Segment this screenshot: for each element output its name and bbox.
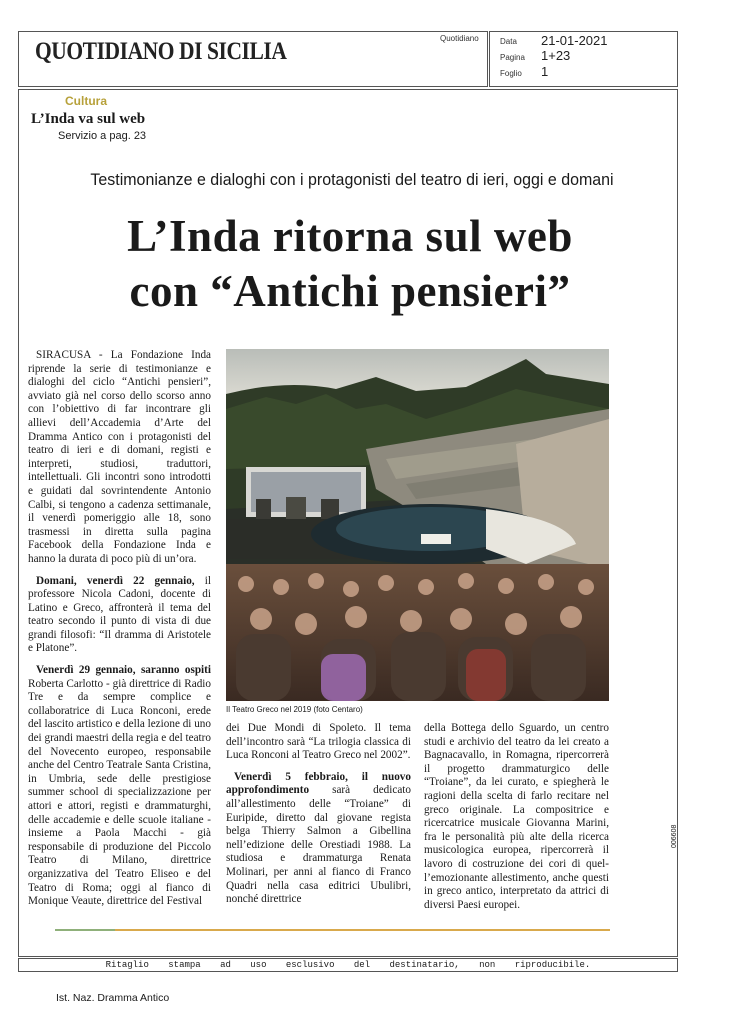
paragraph-feb5-body: sarà dedicato all’allestimento delle “Troiane” di Euripide, diretto dal giovane regista belga Thierry Salmon a Gibellina nell’edizione delle Orestiadi 1988. La studiosa e drammaturga Renata Molinari, per anni al fianco di Franco Quadri nella casa editrici Ubulibri, nonché direttrice xyxy=(226,784,411,906)
greek-theatre-image xyxy=(226,349,609,701)
date-value: 21-01-2021 xyxy=(541,33,608,48)
paragraph-feb5 xyxy=(226,771,411,907)
newspaper-title: QUOTIDIANO DI SICILIA xyxy=(35,38,287,65)
front-page-teaser-title: L’Inda va sul web xyxy=(31,111,146,127)
paragraph-jan22-lead: Domani, venerdì 22 gennaio, xyxy=(36,574,195,587)
section-label: Cultura xyxy=(65,94,107,108)
clipping-notice: Ritaglio stampa ad uso esclusivo del destinatario, non riproducibile. xyxy=(105,960,591,970)
sheet-value: 1 xyxy=(541,64,549,79)
article-subtitle: Testimonianze e dialoghi con i protagonisti del teatro di ieri, oggi e domani xyxy=(90,170,614,189)
paragraph-jan29-cont: dei Due Mondi di Spoleto. Il tema dell’incontro sarà “La trilogia classica di Luca Ronconi al Teatro Greco nel 2002”. xyxy=(226,722,411,762)
page-value: 1+23 xyxy=(541,48,571,63)
paragraph-jan29 xyxy=(28,664,211,909)
source-label: Ist. Naz. Dramma Antico xyxy=(56,992,170,1004)
sheet-label: Foglio xyxy=(500,69,522,78)
paragraph-jan29-body: Roberta Carlotto - già direttrice di Radio Tre e da sempre complice e collaboratrice di Luca Ronconi, erede del lascito artistico e della lezione di uno dei grandi maestri della regia e del teatro del Novecento europeo, responsabile anche del Centro Teatrale Santa Cristina, in Umbria, sede delle prestigiose summer school di specializzazione per attori e attori, registi e drammaturghi, delle accademie e delle scuole italiane - insieme a Paola Macchi - già responsabile di produzione del Piccolo Teatro di Milano, direttrice organizzativa del Teatro Eliseo e del Teatro di Roma; oggi al fianco di Monique Veaute, direttrice del Festival xyxy=(28,677,211,908)
side-code: 006608 xyxy=(671,824,678,848)
headline-line-1: L’Inda ritorna sul web xyxy=(127,211,573,261)
article-column-3 xyxy=(424,722,609,912)
date-label: Data xyxy=(500,37,517,46)
headline-line-2: con “Antichi pensieri” xyxy=(129,266,571,316)
paragraph-jan29-lead: Venerdì 29 gennaio, saranno ospiti xyxy=(36,664,211,677)
photo-caption: Il Teatro Greco nel 2019 (foto Centaro) xyxy=(226,705,363,714)
paragraph-feb5-lead: Venerdì 5 febbraio, il nuovo approfondimento xyxy=(226,770,411,797)
page-reference: Servizio a pag. 23 xyxy=(58,130,147,142)
paragraph-jan22-body: il professore Nicola Cadoni, docente di Latino e Greco, affronterà il tema del teatro secondo il punto di vista di due grandi filosofi: “Il dramma di Aristotele e Platone”. xyxy=(28,574,211,655)
article-column-2 xyxy=(226,722,411,907)
paragraph-intro: SIRACUSA - La Fondazione Inda riprende la serie di testimonianze e dialoghi del ciclo “Antichi pensieri”, avviato già nel corso dello scorso anno con l’obiettivo di far incontrare gli allievi dell’Accademia d’Arte del Dramma Antico con i protagonisti del teatro di ieri e di domani, registi e interpreti, studiosi, traduttori, intellettuali. Gli incontri sono introdotti e guidati dal sovrintendente Antonio Calbi, si tengono a cadenza settimanale, il venerdì pomeriggio alle 18, sono trasmessi in diretta sulla pagina Facebook della Fondazione Inda e hanno la durata di poco più di un’ora. xyxy=(28,349,211,565)
paragraph-feb5-cont: della Bottega dello Sguardo, un centro studi e archivio del teatro da lei creato a Bagnacavallo, in Romagna, ripercorrerà il progetto drammaturgico delle “Troiane”, da lei curato, e spiegherà le ragioni della scelta di farlo recitare nel greco originale. La compositrice e ricercatrice musicale Giovanna Marini, fra le personalità più alte della ricerca musicologica europea, ripercorrerà il lavoro di costruzione dei cori di quell’emozionante allestimento, anche questi in greco antico, interpretato da attrici di diversi Paesi europei. xyxy=(424,722,609,911)
article-column-1 xyxy=(28,349,211,909)
footer-rule xyxy=(55,929,610,931)
publication-type: Quotidiano xyxy=(440,34,479,43)
theatre-photo xyxy=(226,349,609,701)
paragraph-jan22 xyxy=(28,575,211,657)
page-label: Pagina xyxy=(500,53,525,62)
footer-rule-accent xyxy=(55,929,115,931)
